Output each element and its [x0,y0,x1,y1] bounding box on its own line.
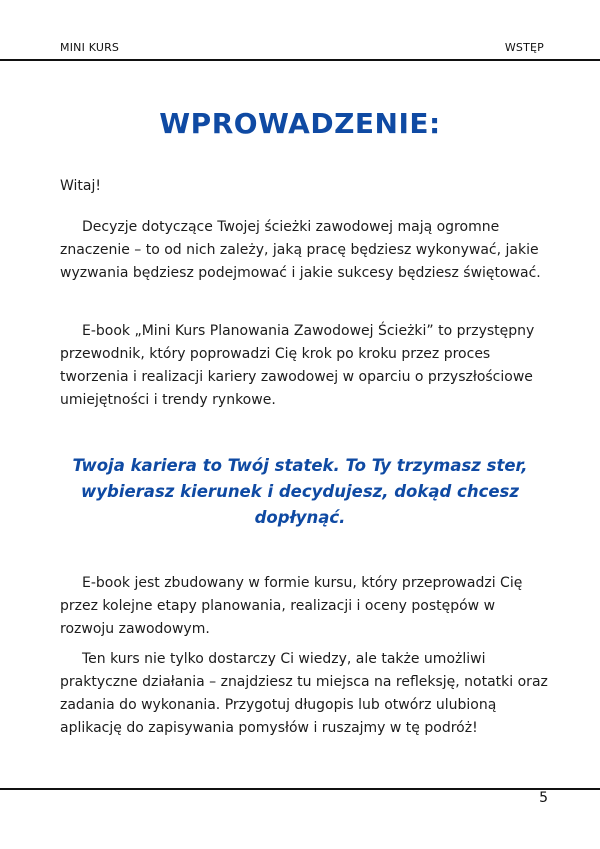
header-course-label: MINI KURS [60,41,120,54]
paragraph-intro: Decyzje dotyczące Twojej ścieżki zawodowej mają ogromne znaczenie – to od nich zależy, jaką pracę będziesz wykonywać, jakie wyzwania będziesz podejmować i jakie sukcesy będziesz świętować. [60,219,541,281]
highlight-quote: Twoja kariera to Twój statek. To Ty trzymasz ster, wybierasz kierunek i decydujesz, dokąd chcesz dopłynąć. [72,456,528,527]
paragraph-ebook-description: E-book „Mini Kurs Planowania Zawodowej Ścieżki” to przystępny przewodnik, który poprowadzi Cię krok po kroku przez proces tworzenia i realizacji kariery zawodowej w oparciu o przyszłościowe umiejętności i trendy rynkowe. [60,323,535,408]
greeting: Witaj! [60,178,101,194]
page-title: WPROWADZENIE: [159,106,441,140]
header-section-label: WSTĘP [504,41,544,54]
paragraph-call-to-action: Ten kurs nie tylko dostarczy Ci wiedzy, ale także umożliwi praktyczne działania – znajdziesz tu miejsca na refleksję, notatki oraz zadania do wykonania. Przygotuj długopis lub otwórz ulubioną aplikację do zapisywania pomysłów i ruszajmy w tę podróż! [60,651,548,736]
header-divider [0,59,600,61]
paragraph-course-structure: E-book jest zbudowany w formie kursu, który przeprowadzi Cię przez kolejne etapy planowania, realizacji i oceny postępów w rozwoju zawodowym. [60,575,523,637]
page-number: 5 [539,790,548,806]
footer-divider [0,788,600,790]
